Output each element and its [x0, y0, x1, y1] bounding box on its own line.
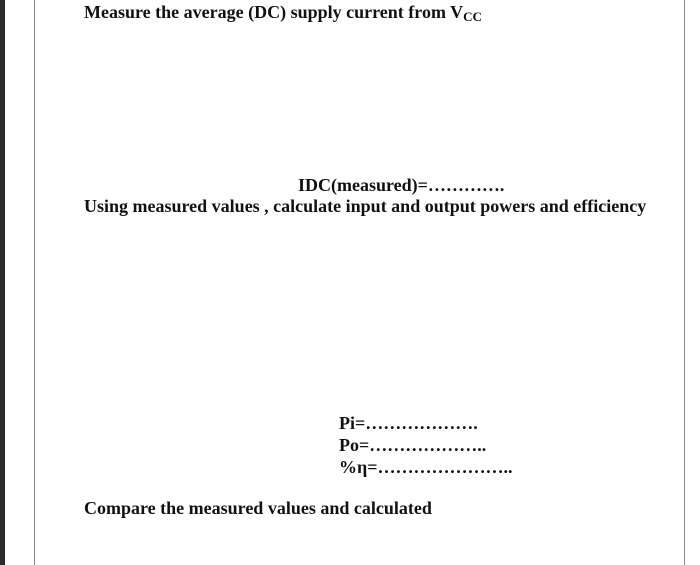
- left-edge-bar: [0, 0, 5, 565]
- left-margin-line: [34, 0, 35, 565]
- right-margin-line: [684, 0, 685, 565]
- input-power-line: Pi=……………….: [339, 413, 478, 433]
- compare-line: Compare the measured values and calculated: [84, 498, 432, 518]
- idc-measured-line: IDC(measured)=………….: [298, 175, 505, 195]
- measure-heading-text: Measure the average (DC) supply current from V: [84, 2, 464, 22]
- output-power-line: Po=………………..: [339, 435, 487, 455]
- vcc-subscript: CC: [463, 9, 482, 24]
- efficiency-line: %η=…………………..: [339, 457, 513, 477]
- measure-heading: [84, 1, 482, 25]
- instruction-line: Using measured values , calculate input and output powers and efficiency: [84, 196, 647, 216]
